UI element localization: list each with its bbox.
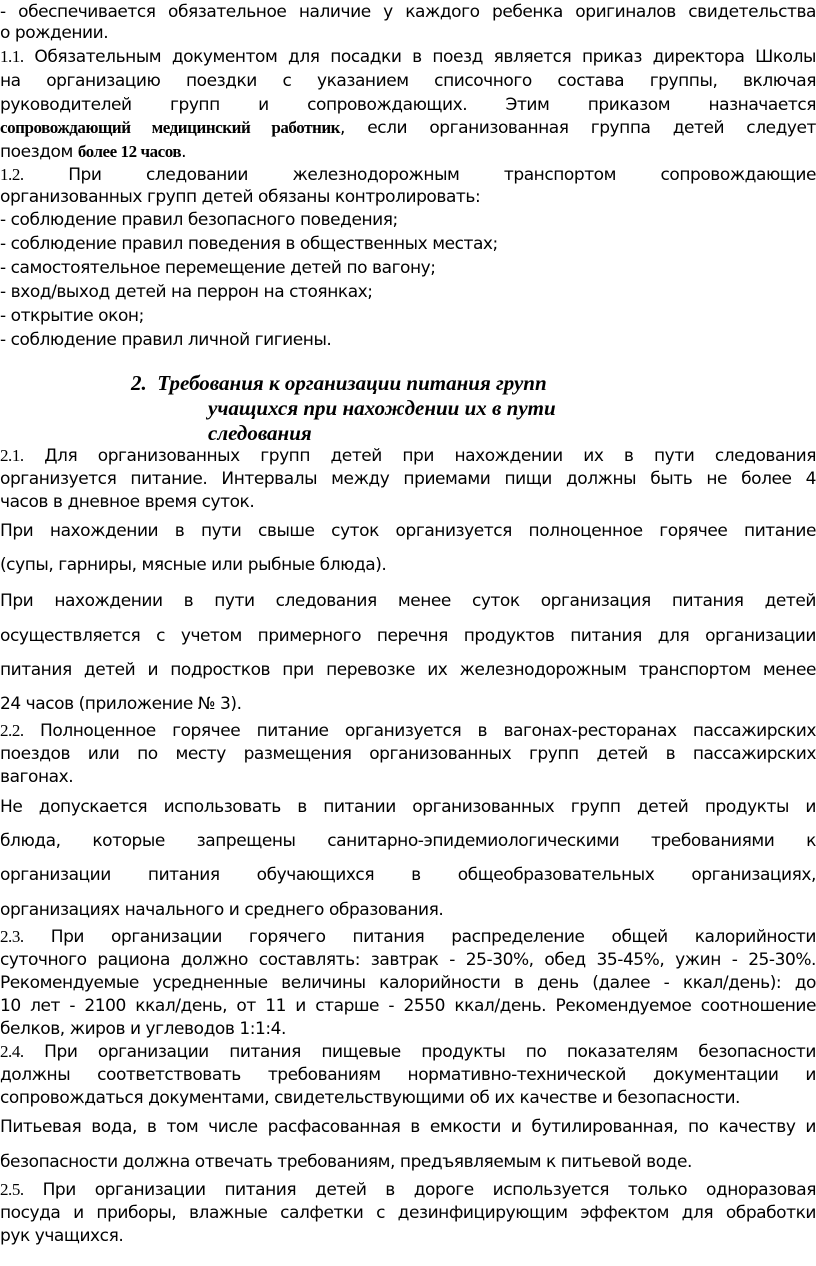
paragraph-line: (супы, гарниры, мясные или рыбные блюда). — [0, 555, 387, 575]
paragraph-number: 2.3. — [0, 927, 24, 946]
paragraph-number: 1.2. — [0, 165, 24, 184]
paragraph-text: При организации горячего питания распределение общей калорийности — [50, 927, 816, 947]
paragraph-text: При организации питания пищевые продукты по показателям безопасности — [44, 1042, 816, 1062]
paragraph-text: Обязательным документом для посадки в поезд является приказ директора Школы — [34, 47, 816, 67]
paragraph-2-5-line: рук учащихся. — [0, 1226, 124, 1246]
list-item: - обеспечивается обязательное наличие у каждого ребенка оригиналов свидетельства — [0, 2, 816, 22]
list-item-continuation: о рождении. — [0, 23, 109, 43]
paragraph-2-2-line: вагонах. — [0, 767, 74, 787]
paragraph-2-3-line: суточного рациона должно составлять: завтрак - 25-30%, обед 35-45%, ужин - 25-30%. — [0, 950, 816, 970]
paragraph-2-4-line: должны соответствовать требованиям нормативно-технической документации и — [0, 1065, 816, 1085]
paragraph-1-1-line — [0, 140, 816, 164]
paragraph-line: Питьевая вода, в том числе расфасованная в емкости и бутилированная, по качеству и — [0, 1117, 816, 1137]
list-item: - соблюдение правил личной гигиены. — [0, 330, 332, 350]
paragraph-line: При нахождении в пути свыше суток организуется полноценное горячее питание — [0, 521, 816, 541]
paragraph-1-1-line — [0, 116, 816, 140]
paragraph-line: Не допускается использовать в питании организованных групп детей продукты и — [0, 797, 816, 817]
section-number: 2. — [131, 371, 147, 395]
section-title-line: следования — [208, 421, 312, 445]
paragraph-number: 2.5. — [0, 1180, 24, 1199]
paragraph-2-3-line — [0, 925, 816, 949]
paragraph-2-3-line: Рекомендуемые усредненные величины калорийности в день (далее - ккал/день): до — [0, 973, 816, 993]
list-item: - самостоятельное перемещение детей по вагону; — [0, 258, 436, 278]
paragraph-line: осуществляется с учетом примерного перечня продуктов питания для организации — [0, 626, 816, 646]
paragraph-number: 2.4. — [0, 1042, 24, 1061]
paragraph-line: блюда, которые запрещены санитарно-эпидемиологическими требованиями к — [0, 831, 816, 851]
paragraph-2-5-line — [0, 1178, 816, 1202]
paragraph-1-1-line: на организацию поездки с указанием списочного состава группы, включая — [0, 71, 816, 91]
paragraph-text: Для организованных групп детей при нахождении их в пути следования — [44, 446, 816, 466]
paragraph-2-4-line — [0, 1040, 816, 1064]
paragraph-text: . — [181, 142, 187, 162]
section-heading — [131, 371, 547, 395]
paragraph-text: , если организованная группа детей следует — [340, 118, 816, 138]
paragraph-1-1-line — [0, 45, 816, 69]
bold-phrase: сопровождающий медицинский работник — [0, 118, 341, 137]
list-item: - соблюдение правил поведения в общественных местах; — [0, 234, 498, 254]
paragraph-line: При нахождении в пути следования менее суток организация питания детей — [0, 591, 816, 611]
paragraph-text: поездом — [0, 142, 78, 162]
list-item: - открытие окон; — [0, 306, 144, 326]
paragraph-2-3-line: белков, жиров и углеводов 1:1:4. — [0, 1019, 286, 1039]
section-title-line: Требования к организации питания групп — [157, 371, 547, 395]
paragraph-number: 2.2. — [0, 721, 24, 740]
paragraph-2-3-line: 10 лет - 2100 ккал/день, от 11 и старше - 2550 ккал/день. Рекомендуемое соотношение — [0, 996, 816, 1016]
paragraph-text: Полноценное горячее питание организуется в вагонах-ресторанах пассажирских — [40, 721, 816, 741]
paragraph-line: организации питания обучающихся в общеобразовательных организациях, — [0, 865, 816, 885]
paragraph-1-2-line — [0, 163, 816, 187]
list-item: - вход/выход детей на перрон на стоянках; — [0, 282, 373, 302]
paragraph-2-4-line: сопровождаться документами, свидетельствующими об их качестве и безопасности. — [0, 1088, 740, 1108]
paragraph-2-2-line: поездов или по месту размещения организованных групп детей в пассажирских — [0, 744, 816, 764]
paragraph-2-5-line: посуда и приборы, влажные салфетки с дезинфицирующим эффектом для обработки — [0, 1203, 816, 1223]
paragraph-line: организациях начального и среднего образования. — [0, 900, 444, 920]
paragraph-1-1-line: руководителей групп и сопровождающих. Этим приказом назначается — [0, 95, 816, 115]
paragraph-number: 2.1. — [0, 446, 24, 465]
paragraph-2-1-line — [0, 444, 816, 468]
paragraph-1-2-line: организованных групп детей обязаны контролировать: — [0, 187, 481, 207]
bold-phrase: более 12 часов — [77, 142, 182, 161]
paragraph-text: При следовании железнодорожным транспортом сопровождающие — [68, 165, 816, 185]
paragraph-line: питания детей и подростков при перевозке их железнодорожным транспортом менее — [0, 660, 816, 680]
paragraph-line: безопасности должна отвечать требованиям, предъявляемым к питьевой воде. — [0, 1152, 692, 1172]
section-title-line: учащихся при нахождении их в пути — [208, 396, 556, 420]
list-item: - соблюдение правил безопасного поведения; — [0, 210, 398, 230]
paragraph-2-1-line: организуется питание. Интервалы между приемами пищи должны быть не более 4 — [0, 469, 816, 489]
paragraph-number: 1.1. — [0, 47, 24, 66]
paragraph-2-1-line: часов в дневное время суток. — [0, 492, 255, 512]
paragraph-line: 24 часов (приложение № 3). — [0, 694, 242, 714]
paragraph-text: При организации питания детей в дороге используется только одноразовая — [42, 1180, 816, 1200]
paragraph-2-2-line — [0, 719, 816, 743]
